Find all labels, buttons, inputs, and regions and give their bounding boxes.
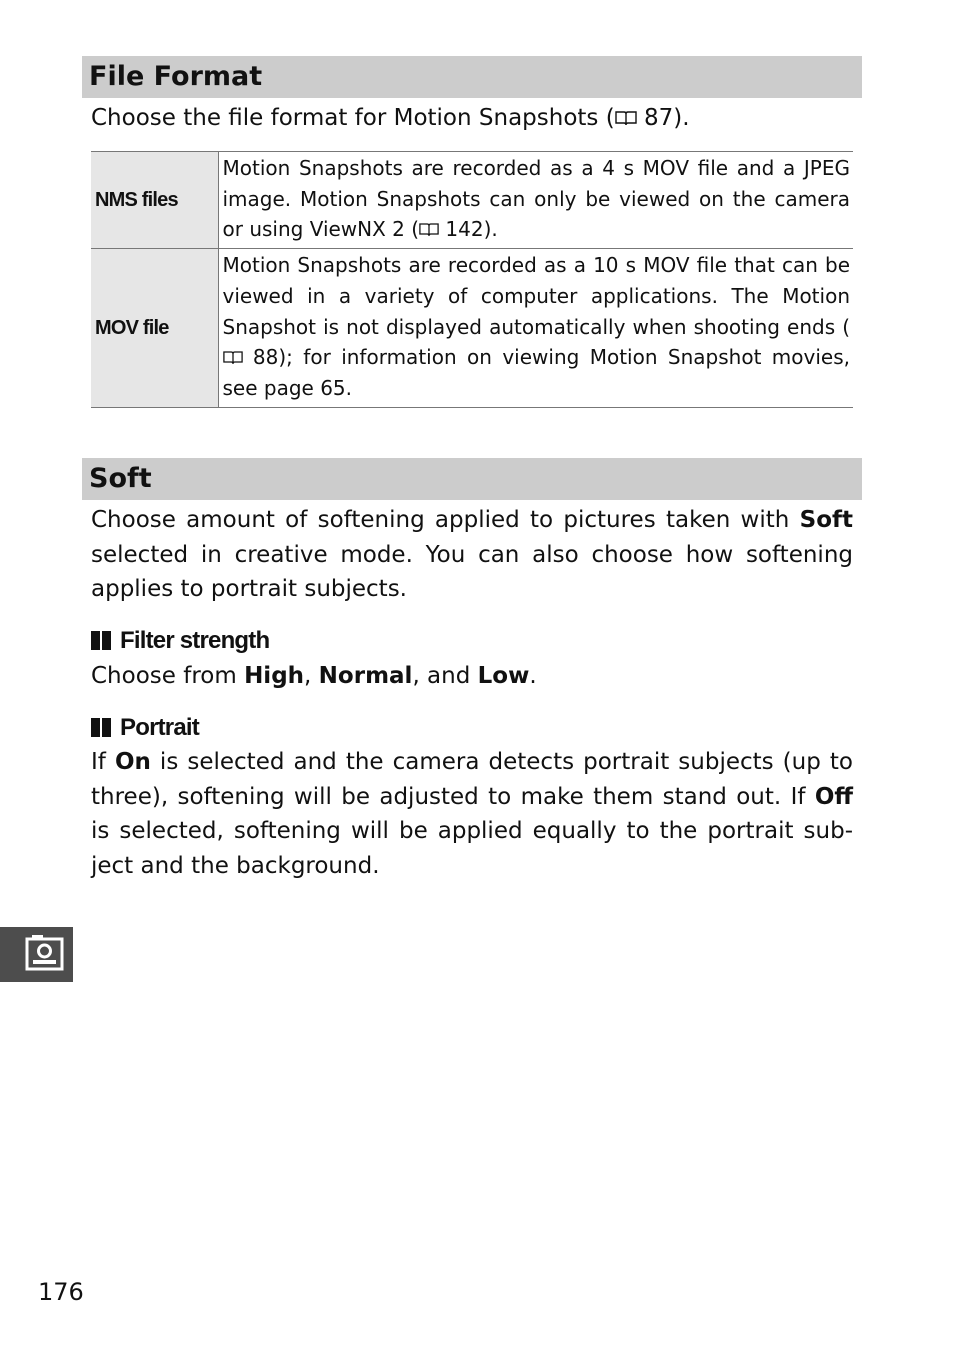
- portrait-text: If On is selected and the camera detects portrait subjects (up to three), softening will be adjusted to make them stand out. If Off is selected, softening will be applied equally to the portrait subject and the background.: [91, 749, 853, 879]
- option-name: MOV file: [91, 249, 218, 408]
- book-reference-icon: [419, 217, 439, 241]
- page-number: 176: [38, 1278, 84, 1306]
- chapter-tab: [0, 927, 73, 982]
- subheading-filter-strength: Filter strength: [91, 626, 269, 658]
- double-bar-bullet-icon: [91, 715, 113, 745]
- double-bar-bullet-icon: [91, 628, 113, 658]
- option-description: Motion Snapshots are recorded as a 4 s MOV file and a JPEG image. Motion Snapshots can only be viewed on the camera or using ViewNX 2 ( 142).: [222, 156, 850, 242]
- book-reference-icon: [615, 106, 637, 131]
- option-name: NMS files: [91, 152, 218, 249]
- table-row: [91, 152, 853, 249]
- file-format-options-table: [91, 151, 853, 408]
- filter-strength-text: Choose from High, Normal, and Low.: [91, 663, 537, 689]
- section-title-file-format: File Format: [82, 56, 862, 98]
- section-title-soft: Soft: [82, 458, 862, 500]
- subheading-portrait: Portrait: [91, 713, 199, 745]
- table-row: [91, 249, 853, 408]
- book-reference-icon: [223, 345, 243, 369]
- option-description: Motion Snapshots are recorded as a 10 s MOV file that can be viewed in a variety of computer applications. The Motion Snapshot is not displayed automatically when shooting ends ( 88); for information on viewing Motion Snapshot movies, see page 65.: [222, 253, 851, 401]
- soft-intro: Choose amount of softening applied to pictures taken with Soft selected in creative mode. You can also choose how softening applies to portrait subjects.: [91, 507, 853, 602]
- file-format-intro: Choose the file format for Motion Snapshots ( 87).: [91, 105, 690, 131]
- shooting-menu-icon: [0, 927, 73, 982]
